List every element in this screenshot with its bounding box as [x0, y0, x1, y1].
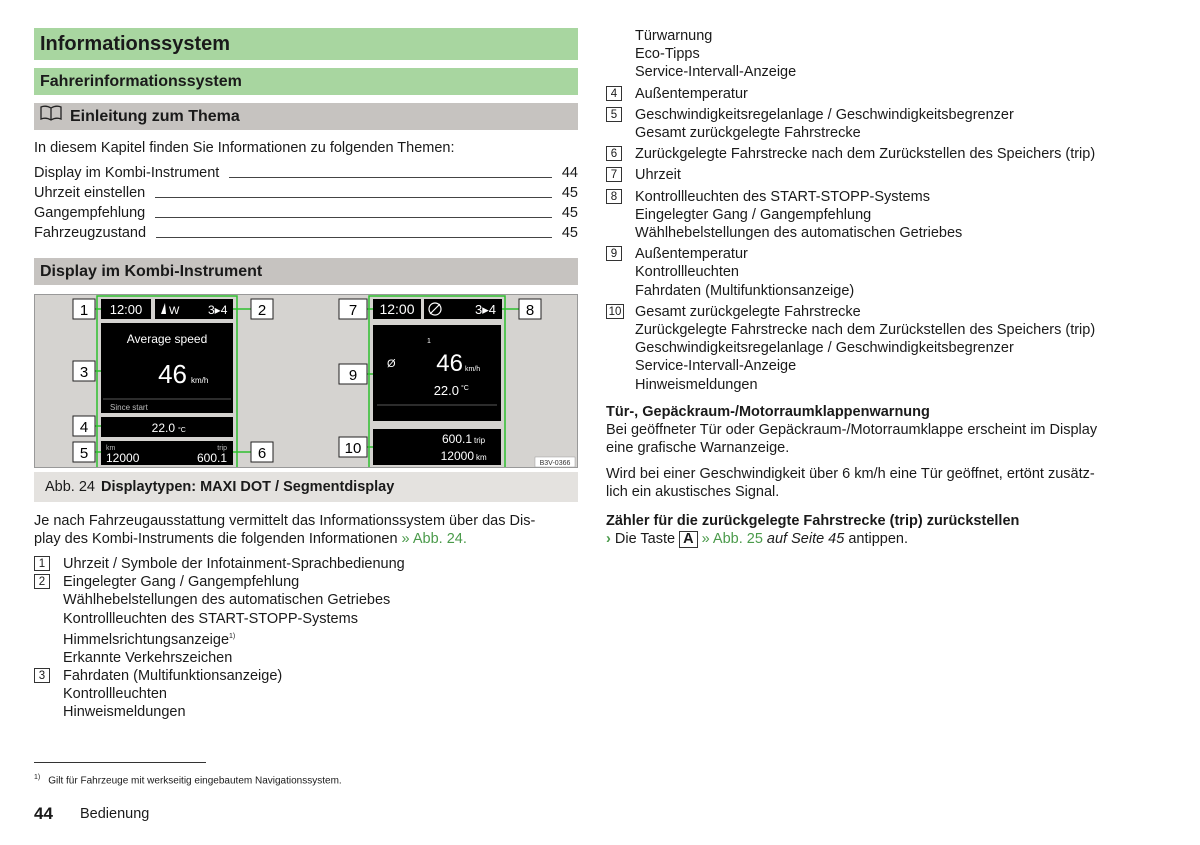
callout-9-label: 9: [348, 367, 358, 384]
body-line: Je nach Fahrzeugausstattung vermittelt das Informationssystem über das Dis-: [34, 513, 536, 529]
seg-time: 12:00: [379, 301, 415, 317]
toc-label: Display im Kombi-Instrument: [34, 165, 220, 181]
item-number: 8: [606, 189, 622, 204]
item-number: 5: [606, 107, 622, 122]
figure-displays: [34, 294, 578, 468]
callout-2-label: 2: [257, 302, 267, 319]
toc-leader: [155, 197, 552, 198]
item-line: Geschwindigkeitsregelanlage / Geschwindigkeitsbegrenzer: [635, 340, 1014, 357]
list-item: [34, 555, 578, 573]
footnote-ref: 1): [229, 632, 236, 640]
list-item: [606, 85, 1166, 103]
item-line: Service-Intervall-Anzeige: [635, 64, 797, 81]
callout-8-label: 8: [525, 302, 535, 319]
maxi-odo: 12000: [106, 451, 140, 465]
callout-1-label: 1: [79, 302, 89, 319]
item-line: Eco-Tipps: [635, 46, 700, 63]
toc-entry[interactable]: [34, 184, 578, 202]
list-item: [34, 667, 578, 722]
display-heading: Display im Kombi-Instrument: [34, 258, 578, 285]
item-line: Service-Intervall-Anzeige: [635, 358, 797, 375]
item-line: Hinweismeldungen: [635, 376, 758, 393]
item-line: Kontrollleuchten: [635, 264, 739, 281]
caption-label: Abb. 24: [45, 479, 95, 495]
book-icon: [40, 103, 62, 130]
maxi-temp-unit: °C: [178, 427, 186, 434]
figure-link[interactable]: » Abb. 24.: [401, 531, 467, 547]
item-line: Kontrollleuchten des START-STOPP-Systems: [63, 610, 358, 627]
item-number: 6: [606, 146, 622, 161]
toc-label: Gangempfehlung: [34, 205, 146, 221]
toc-leader: [229, 177, 552, 178]
maxi-km-label: km: [106, 445, 116, 452]
seg-temp-unit: °C: [461, 385, 469, 392]
maxi-trip: 600.1: [196, 451, 227, 465]
list-item: [606, 188, 1166, 243]
item-line: [63, 628, 578, 649]
list-item-continued: [606, 27, 1166, 82]
maxi-title: Average speed: [126, 332, 208, 346]
seg-gear: 3▸4: [475, 302, 496, 317]
item-line: Zurückgelegte Fahrstrecke nach dem Zurückstellen des Speichers (trip): [635, 146, 1096, 163]
list-item: [606, 245, 1166, 300]
toc-entry[interactable]: [34, 224, 578, 242]
maxi-footer: Since start: [110, 403, 148, 412]
callout-5-label: 5: [79, 445, 89, 462]
intro-heading: [34, 103, 578, 130]
toc-page: 45: [561, 205, 578, 221]
item-line: Gesamt zurückgelegte Fahrstrecke: [635, 125, 861, 142]
intro-heading-text: Einleitung zum Thema: [70, 108, 240, 125]
item-line: Gesamt zurückgelegte Fahrstrecke: [635, 303, 861, 320]
callout-7-label: 7: [348, 302, 358, 319]
intro-text: In diesem Kapitel finden Sie Informationen zu folgenden Themen:: [34, 140, 455, 156]
chevron-right-icon: ›: [606, 531, 611, 547]
maxi-speed: 46: [158, 359, 187, 389]
page-section: Bedienung: [80, 806, 150, 822]
display-illustration: [35, 295, 578, 468]
footnote-mark: 1): [34, 774, 41, 781]
item-number: 1: [34, 556, 50, 571]
item-line: Wählhebelstellungen des automatischen Getriebes: [635, 225, 963, 242]
body-line: eine grafische Warnanzeige.: [606, 440, 790, 456]
item-line: Hinweismeldungen: [63, 704, 186, 721]
toc-leader: [155, 217, 552, 218]
item-number: 7: [606, 167, 622, 182]
page-number: 44: [34, 804, 53, 823]
body-line: Wird bei einer Geschwindigkeit über 6 km/h eine Tür geöffnet, ertönt zusätz-: [606, 466, 1095, 482]
item-line: Wählhebelstellungen des automatischen Getriebes: [63, 592, 391, 609]
item-number: 3: [34, 668, 50, 683]
callout-6-label: 6: [257, 445, 267, 462]
figure-caption: [34, 472, 578, 502]
figure-link[interactable]: » Abb. 25: [701, 531, 763, 547]
item-line: Zurückgelegte Fahrstrecke nach dem Zurückstellen des Speichers (trip): [635, 322, 1096, 339]
list-item: [606, 106, 1166, 142]
toc-label: Fahrzeugzustand: [34, 225, 147, 241]
footnote-text: Gilt für Fahrzeuge mit werkseitig eingebautem Navigationssystem.: [48, 775, 342, 787]
callout-4-label: 4: [79, 419, 89, 436]
body-line: lich ein akustisches Signal.: [606, 484, 780, 500]
seg-odo-unit: km: [476, 453, 487, 462]
item-line: Kontrollleuchten des START-STOPP-Systems: [635, 188, 930, 205]
callout-10-label: 10: [344, 440, 362, 457]
maxi-trip-label: trip: [217, 445, 227, 452]
step-text: Die Taste: [614, 531, 676, 547]
footnote-divider: [34, 762, 206, 763]
maxi-speed-unit: km/h: [191, 376, 209, 385]
list-item: [606, 166, 1166, 184]
body-line: [34, 530, 578, 548]
item-line: Uhrzeit: [635, 167, 681, 184]
trip-reset-step: [606, 530, 908, 548]
item-number: 4: [606, 86, 622, 101]
toc-page: 45: [561, 225, 578, 241]
seg-one: 1: [427, 338, 431, 345]
door-warning-paragraph-1: [606, 421, 1166, 457]
item-line: Fahrdaten (Multifunktionsanzeige): [635, 282, 855, 299]
item-line: Eingelegter Gang / Gangempfehlung: [63, 574, 300, 591]
door-warning-paragraph-2: [606, 465, 1166, 501]
item-number: 2: [34, 574, 50, 589]
body-text: play des Kombi-Instruments die folgenden Informationen: [34, 531, 398, 547]
footnote: [34, 774, 342, 786]
seg-trip: 600.1: [441, 432, 472, 446]
step-text: antippen.: [848, 531, 909, 547]
maxi-dot-display: [97, 296, 237, 468]
item-line: Fahrdaten (Multifunktionsanzeige): [63, 668, 283, 685]
section-heading: Fahrerinformationssystem: [34, 68, 578, 95]
maxi-temp: 22.0: [151, 421, 175, 435]
segment-display: [369, 296, 505, 468]
legend-list-right: [606, 27, 1166, 394]
toc-page: 44: [561, 165, 578, 181]
seg-speed-unit: km/h: [465, 366, 481, 373]
page-reference: auf Seite 45: [766, 531, 845, 547]
toc-entry[interactable]: [34, 164, 578, 182]
item-line: Außentemperatur: [635, 85, 748, 102]
item-line: Geschwindigkeitsregelanlage / Geschwindigkeitsbegrenzer: [635, 106, 1014, 123]
list-item: [606, 145, 1166, 163]
list-item: [34, 573, 578, 667]
seg-speed: 46: [436, 350, 463, 377]
toc-entry[interactable]: [34, 204, 578, 222]
body-paragraph: [34, 512, 578, 548]
item-line: Erkannte Verkehrszeichen: [63, 649, 233, 666]
item-number: 10: [606, 304, 624, 319]
item-line: Kontrollleuchten: [63, 686, 167, 703]
seg-avg-symbol: Ø: [387, 358, 396, 370]
callout-3-label: 3: [79, 364, 89, 381]
item-line: Eingelegter Gang / Gangempfehlung: [635, 206, 872, 223]
body-line: Bei geöffneter Tür oder Gepäckraum-/Motorraumklappe erscheint im Display: [606, 422, 1098, 438]
item-line-text: Himmelsrichtungsanzeige: [63, 631, 230, 648]
door-warning-title: Tür-, Gepäckraum-/Motorraumklappenwarnung: [606, 404, 930, 420]
item-number: 9: [606, 246, 622, 261]
item-line: Türwarnung: [635, 28, 713, 44]
toc-leader: [156, 237, 552, 238]
toc-page: 45: [561, 185, 578, 201]
seg-odo: 12000: [440, 449, 474, 463]
maxi-compass: W: [169, 305, 180, 317]
item-line: Außentemperatur: [635, 246, 748, 263]
maxi-gear: 3▸4: [208, 303, 228, 317]
seg-trip-unit: trip: [474, 436, 486, 445]
legend-list-left: [34, 555, 578, 722]
figure-code: B3V-0366: [539, 460, 571, 467]
list-item: [606, 303, 1166, 394]
chapter-heading: Informationssystem: [34, 28, 578, 60]
toc-label: Uhrzeit einstellen: [34, 185, 146, 201]
maxi-time: 12:00: [109, 302, 143, 317]
caption-title: Displaytypen: MAXI DOT / Segmentdisplay: [101, 479, 395, 495]
seg-temp: 22.0: [433, 383, 459, 398]
trip-reset-title: Zähler für die zurückgelegte Fahrstrecke (trip) zurückstellen: [606, 513, 1020, 529]
key-a-badge: A: [679, 531, 697, 548]
item-line: Uhrzeit / Symbole der Infotainment-Sprachbedienung: [63, 556, 405, 572]
